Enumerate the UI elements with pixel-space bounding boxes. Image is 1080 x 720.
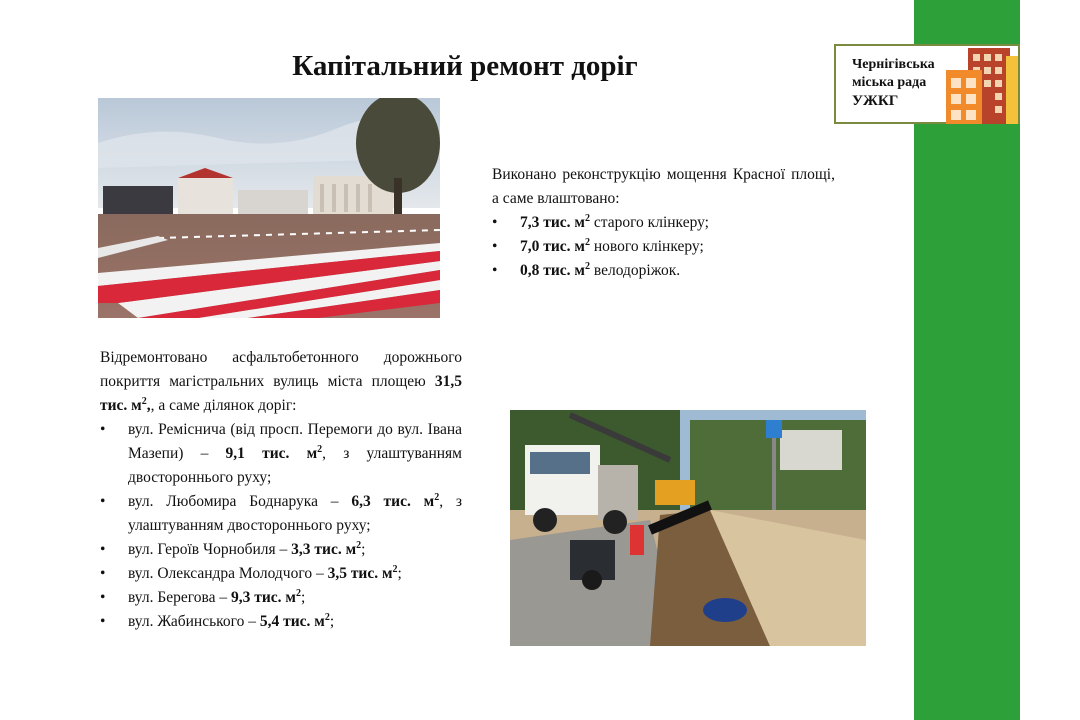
list-item: • 0,8 тис. $м^2$ велодоріжок. (492, 260, 681, 279)
list-item: • 7,0 тис. $м^2$ нового клінкеру; (492, 236, 704, 255)
roads-text-block (100, 346, 462, 634)
buildings-icon (946, 48, 1018, 124)
logo-line-2: міська рада (852, 75, 927, 90)
page-title: Капітальний ремонт доріг (292, 50, 638, 82)
logo-text (852, 56, 935, 110)
list-item: • вул. Реміснича (від просп. Перемоги до вул. Івана Мазепи) – 9,1 тис. $м^2$, з улаштуванням двостороннього руху; (100, 421, 462, 486)
photo-road-works (510, 410, 866, 646)
roads-intro: Відремонтовано асфальтобетонного дорожнього покриття магістральних вулиць міста площею 31,5 тис. $м^2$,, а саме ділянок доріг: (100, 349, 462, 414)
list-item: • вул. Героїв Чорнобиля – 3,3 тис. $м^2$; (100, 539, 366, 558)
square-intro: Виконано реконструкцію мощення Красної площі, а саме влаштовано: (492, 166, 835, 207)
square-text-block (492, 163, 835, 283)
list-item: • вул. Берегова – 9,3 тис. $м^2$; (100, 587, 306, 606)
square-list (492, 211, 835, 283)
list-item: • вул. Любомира Боднарука – 6,3 тис. $м^2$, з улаштуванням двостороннього руху; (100, 491, 462, 534)
photo-red-square (98, 98, 440, 318)
roads-list (100, 418, 462, 634)
list-item: • 7,3 тис. $м^2$ старого клінкеру; (492, 212, 709, 231)
list-item: • вул. Олександра Молодчого – 3,5 тис. $м^2$; (100, 563, 402, 582)
list-item: • вул. Жабинського – 5,4 тис. $м^2$; (100, 611, 335, 630)
logo-line-1: Чернігівська (852, 57, 935, 72)
logo-line-3: УЖКГ (852, 93, 899, 109)
organization-logo (834, 44, 1020, 124)
